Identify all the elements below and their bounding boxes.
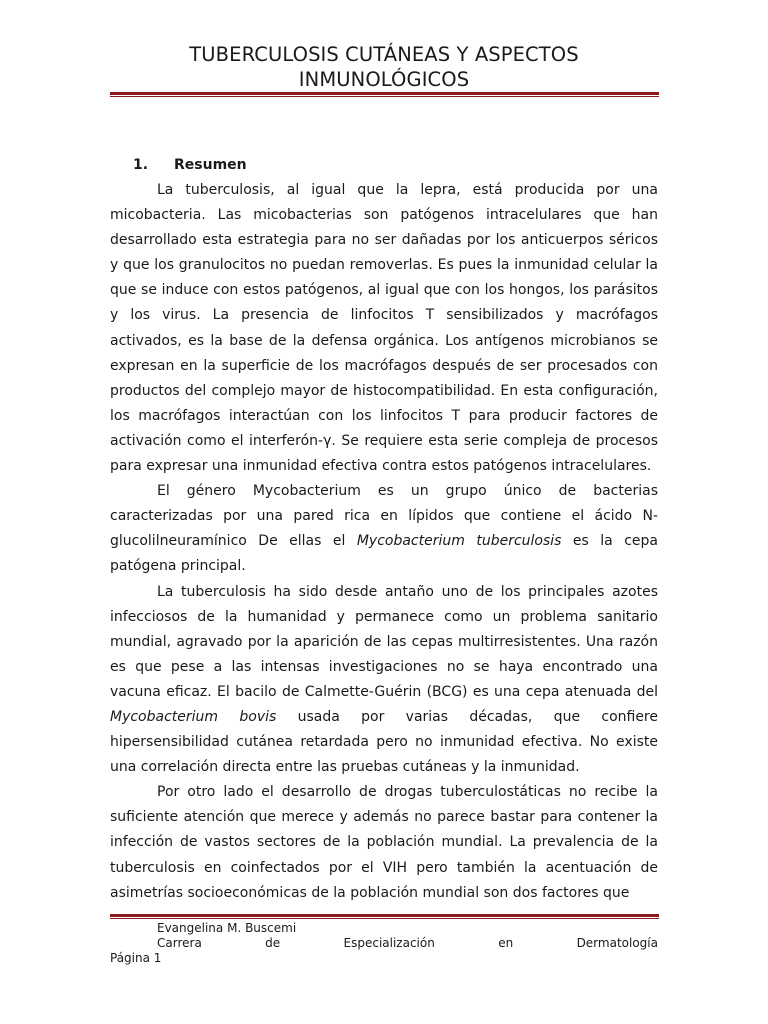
footer-career-word: Especialización <box>343 936 435 950</box>
paragraph <box>110 580 658 781</box>
document-title <box>110 42 658 92</box>
title-line-2: INMUNOLÓGICOS <box>298 68 470 91</box>
title-line-1: TUBERCULOSIS CUTÁNEAS Y ASPECTOS <box>189 43 579 66</box>
body-text <box>110 178 658 906</box>
footer-career-word: de <box>265 936 281 950</box>
footer-career-word: Dermatología <box>576 936 658 950</box>
paragraph-text: La tuberculosis ha sido desde antaño uno de los principales azotes infecciosos de la humanidad y permanece como un problema sanitario mundial, agravado por la aparición de las cepas multirresistentes. Una razón es que pese a las intensas investigaciones no se haya encontrado una vacuna eficaz. El bacilo de Calmette-Guérin (BCG) es una cepa atenuada del <box>110 583 658 700</box>
paragraph <box>110 780 658 905</box>
italic-term: Mycobacterium bovis <box>110 708 277 725</box>
page-number: Página 1 <box>110 951 162 965</box>
section-number: 1. <box>133 157 149 173</box>
paragraph <box>110 178 658 479</box>
header-divider <box>110 92 659 97</box>
footer-career <box>110 936 658 951</box>
paragraph-text: es la cepa patógena principal. <box>110 533 658 575</box>
footer-author: Evangelina M. Buscemi <box>157 921 297 935</box>
section-heading <box>133 156 247 174</box>
paragraph-text: Por otro lado el desarrollo de drogas tuberculostáticas no recibe la suficiente atención que merece y además no parece bastar para contener la infección de vastos sectores de la población mundial. La prevalencia de la tuberculosis en coinfectados por el VIH pero también la acentuación de asimetrías socioeconómicas de la población mundial son dos factores que <box>110 784 658 901</box>
paragraph <box>110 479 658 579</box>
footer-career-word: Carrera <box>157 936 202 950</box>
page-footer <box>110 921 658 966</box>
paragraph-text: El género Mycobacterium es un grupo único de bacterias caracterizadas por una pared rica en lípidos que contiene el ácido N-glucolilneuramínico De ellas el <box>110 483 658 550</box>
section-title: Resumen <box>174 157 247 173</box>
footer-divider <box>110 914 659 919</box>
paragraph-text: La tuberculosis, al igual que la lepra, está producida por una micobacteria. Las micobacterias son patógenos intracelulares que han desarrollado esta estrategia para no ser dañadas por los anticuerpos séricos y que los granulocitos no puedan removerlas. Es pues la inmunidad celular la que se induce con estos patógenos, al igual que con los hongos, los parásitos y los virus. La presencia de linfocitos T sensibilizados y macrófagos activados, es la base de la defensa orgánica. Los antígenos microbianos se expresan en la superficie de los macrófagos después de ser procesados con productos del complejo mayor de histocompatibilidad. En esta configuración, los macrófagos interactúan con los linfocitos T para producir factores de activación como el interferón-γ. Se requiere esta serie compleja de procesos para expresar una inmunidad efectiva contra estos patógenos intracelulares. <box>110 182 658 475</box>
italic-term: Mycobacterium tuberculosis <box>356 533 562 550</box>
paragraph-text: usada por varias décadas, que confiere hipersensibilidad cutánea retardada pero no inmunidad efectiva. No existe una correlación directa entre las pruebas cutáneas y la inmunidad. <box>110 708 658 776</box>
footer-career-word: en <box>498 936 514 950</box>
